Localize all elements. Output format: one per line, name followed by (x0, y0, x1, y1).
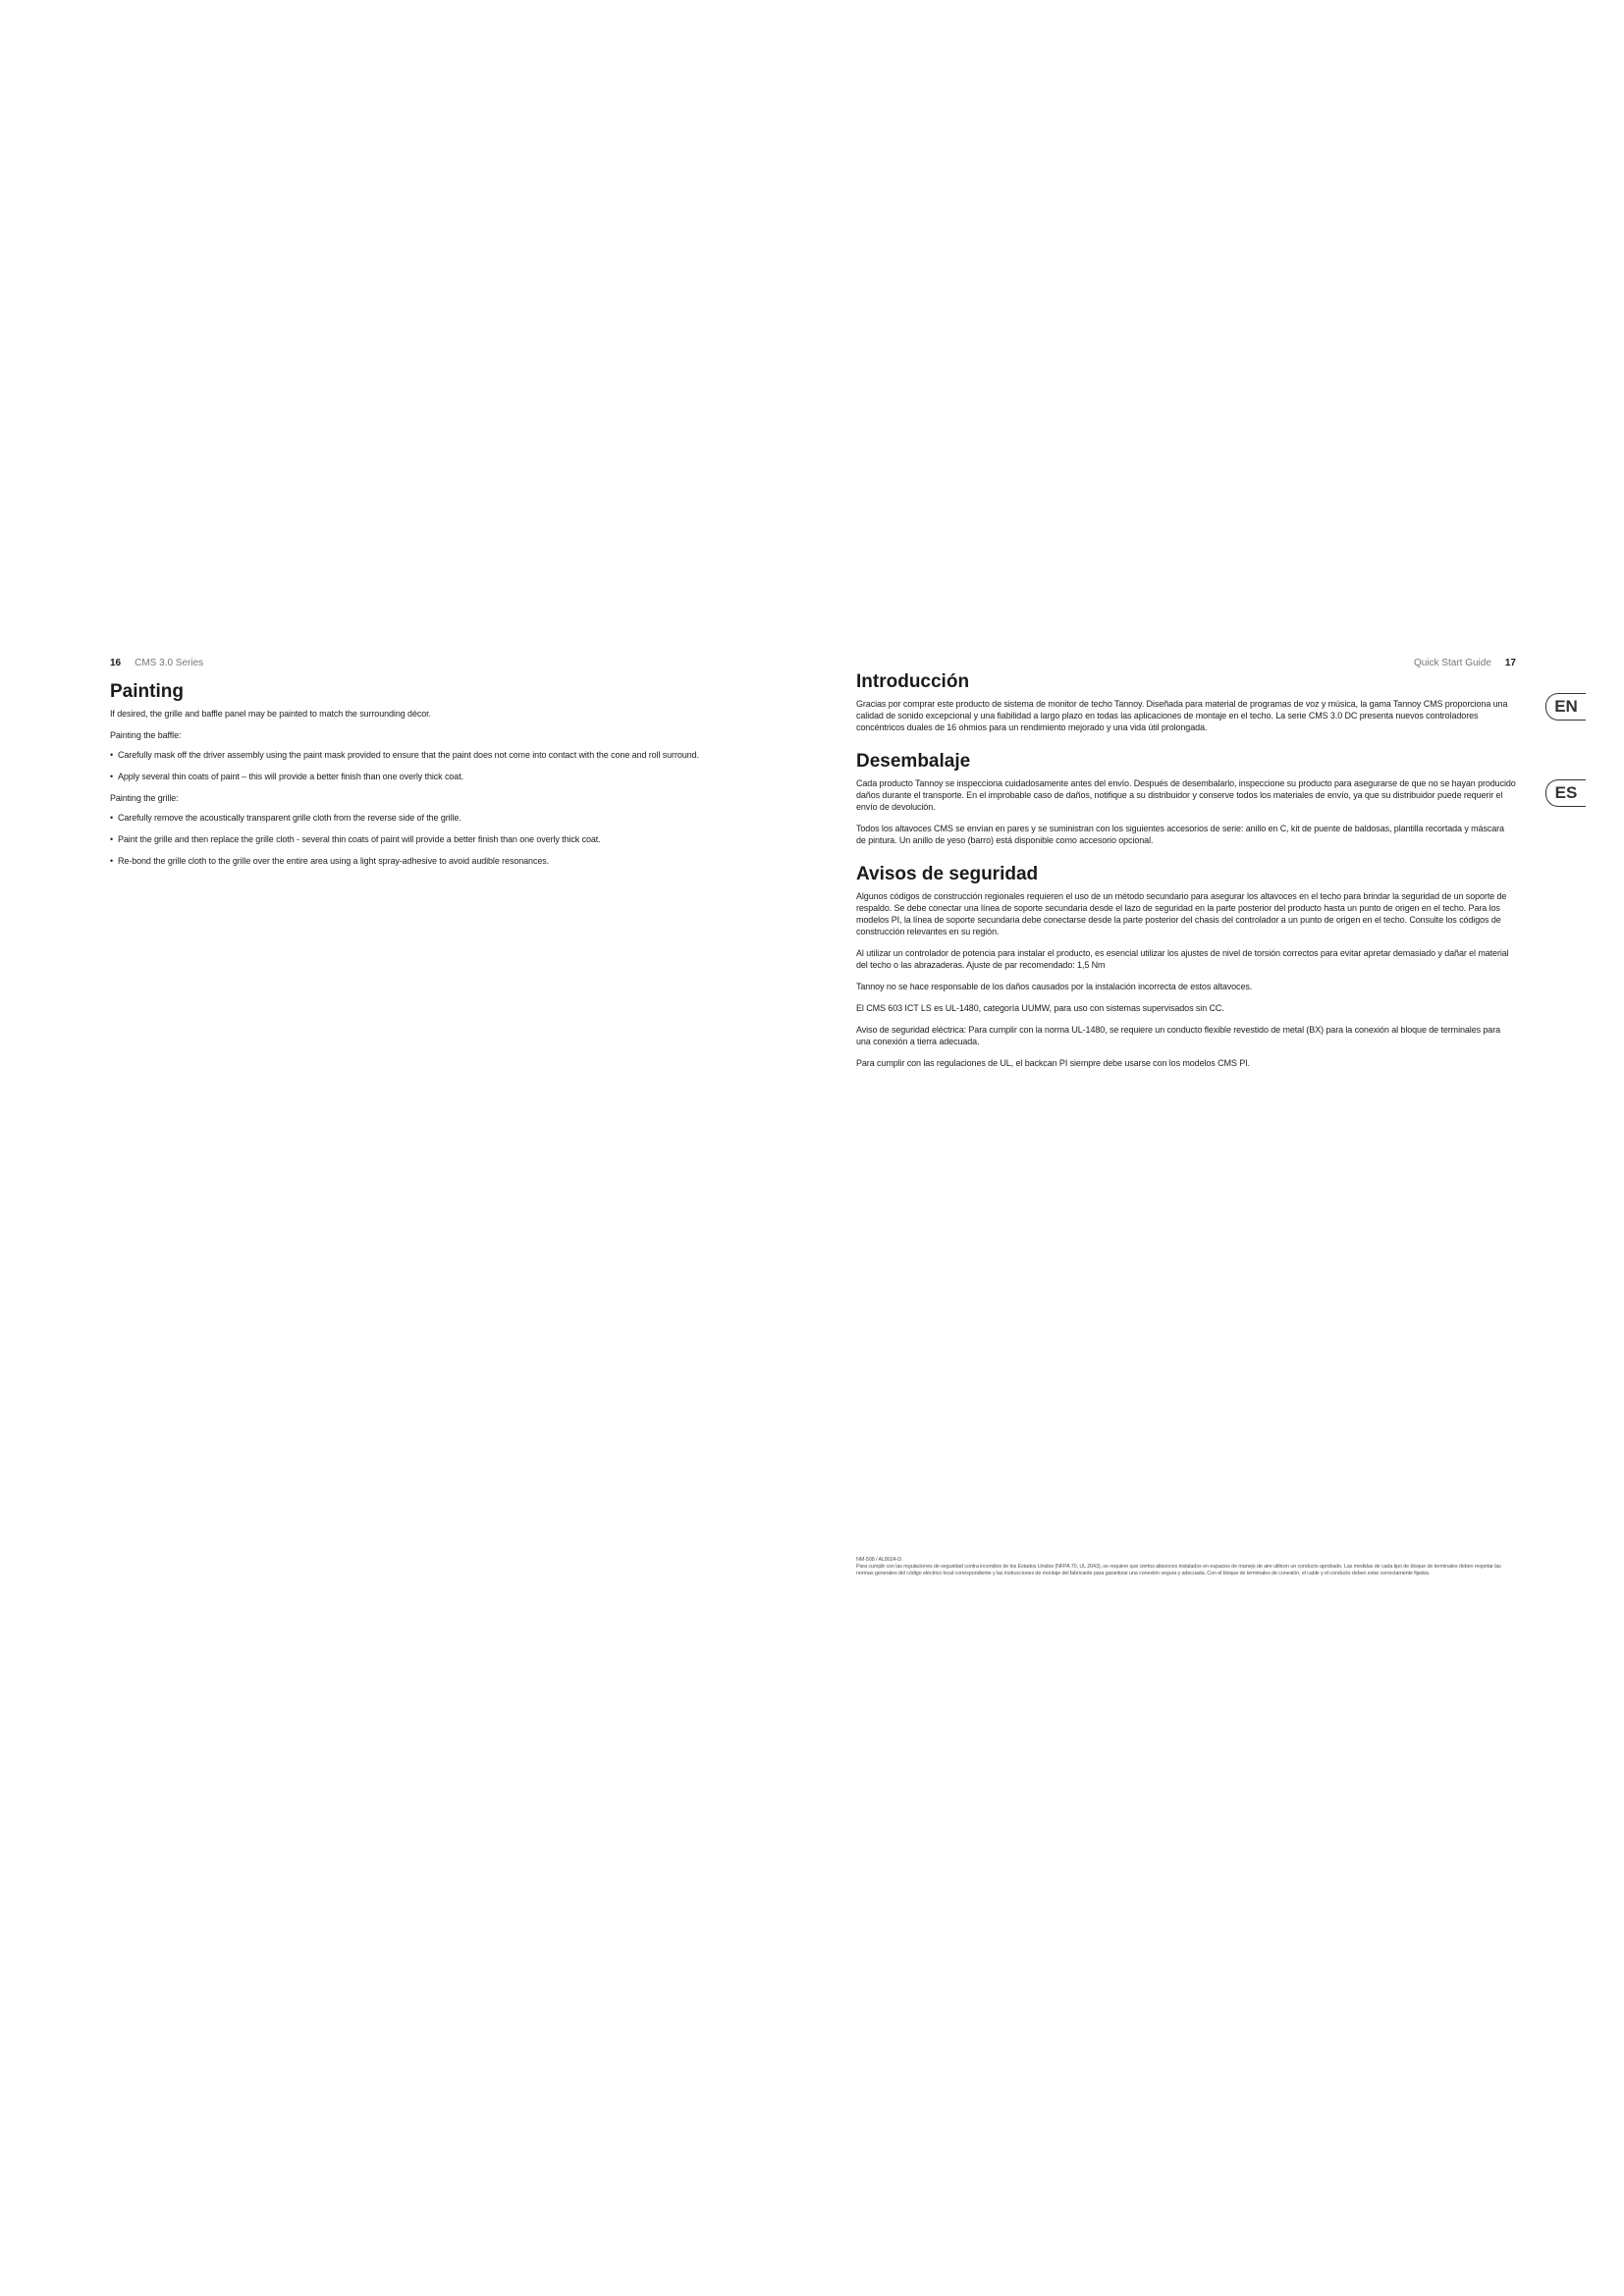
safety-paragraph: Aviso de seguridad eléctrica: Para cumplir con la norma UL-1480, se requiere un conducto flexible revestido de metal (BX) para la conexión al bloque de terminales para una conexión a tierra adecuada. (856, 1025, 1501, 1046)
list-item: • Apply several thin coats of paint – this will provide a better finish than one overly thick coat. (110, 772, 463, 781)
list-item: • Re-bond the grille cloth to the grille over the entire area using a light spray-adhesive to avoid audible resonances. (110, 856, 550, 866)
baffle-list (110, 749, 738, 782)
fineprint-title: NM-508 / AL8024-D (856, 1557, 902, 1563)
grille-list (110, 812, 738, 867)
right-running-title: Quick Start Guide (1413, 658, 1491, 668)
bullet-icon: • (110, 750, 114, 760)
safety-section (856, 864, 1516, 1069)
intro-section (856, 671, 1516, 733)
right-page (856, 656, 1516, 1087)
bullet-icon: • (110, 813, 114, 823)
bullet-icon: • (110, 856, 114, 866)
safety-paragraph: El CMS 603 ICT LS es UL-1480, categoría UUMW, para uso con sistemas supervisados sin CC. (856, 1003, 1224, 1013)
language-tab-es[interactable]: ES (1545, 779, 1586, 807)
safety-heading: Avisos de seguridad (856, 864, 1039, 884)
safety-paragraph: Tannoy no se hace responsable de los daños causados por la instalación incorrecta de estos altavoces. (856, 982, 1253, 991)
safety-paragraph: Para cumplir con las regulaciones de UL, el backcan PI siempre debe usarse con los modelos CMS PI. (856, 1058, 1250, 1068)
unpack-paragraph: Todos los altavoces CMS se envían en pares y se suministran con los siguientes accesorios de serie: anillo en C, kit de puente de baldosas, plantilla recortada y máscara de pintura. Un anillo de yeso (barro) está disponible como accesorio opcional. (856, 824, 1504, 845)
safety-paragraph: Algunos códigos de construcción regionales requieren el uso de un método secundario para asegurar los altavoces en el techo para brindar la seguridad de un soporte de respaldo. Se debe conectar una línea de soporte secundaria desde el lazo de seguridad en la parte posterior del producto hasta un punto de origen en el techo. Para los modelos PI, la línea de soporte secundaria debe conectarse desde la parte posterior del chasis del controlador a un punto de origen en el techo. Consulte los códigos de construcción relevantes en su región. (856, 891, 1507, 936)
list-item: • Carefully remove the acoustically transparent grille cloth from the reverse side of the grille. (110, 813, 461, 823)
painting-heading: Painting (110, 681, 184, 702)
right-page-number: 17 (1504, 658, 1516, 668)
right-running-head (856, 656, 1516, 671)
fineprint-text: Para cumplir con las regulaciones de seguridad contra incendios de los Estados Unidos (NFPA 70, UL 2043), se requiere que ciertos altavoces instalados en espacios de manejo de aire utilicen un conducto aprobado. Las medidas de cada tipo de bloque de terminales deben respetar las normas generales del código eléctrico local correspondiente y las instrucciones de montaje del fabricante para garantizar una conexión segura y adecuada. Con el bloque de terminales de conexión, el cable y el conducto deben estar correctamente fijados. (856, 1564, 1501, 1576)
intro-text: Gracias por comprar este producto de sistema de monitor de techo Tannoy. Diseñada para material de programas de voz y música, la gama Tannoy CMS proporciona una calidad de sonido excepcional y una fiabilidad a largo plazo en todas las aplicaciones de montaje en el techo. La serie CMS 3.0 DC presenta nuevos controladores concéntricos duales de 16 ohmios para un rendimiento mejorado y una vida útil prolongada. (856, 699, 1508, 732)
left-page-number: 16 (110, 658, 122, 668)
unpack-heading: Desembalaje (856, 751, 971, 772)
bullet-icon: • (110, 772, 114, 781)
fineprint-block (856, 1557, 1516, 1577)
list-item: • Carefully mask off the driver assembly using the paint mask provided to ensure that the paint does not come into contact with the cone and roll surround. (110, 750, 699, 760)
intro-heading: Introducción (856, 671, 970, 692)
safety-paragraph: Al utilizar un controlador de potencia para instalar el producto, es esencial utilizar los ajustes de nivel de torsión correctos para evitar apretar demasiado y dañar el material del techo o las abrazaderas. Ajuste de par recomendado: 1,5 Nm (856, 948, 1509, 970)
list-item: • Paint the grille and then replace the grille cloth - several thin coats of paint will provide a better finish than one overly thick coat. (110, 834, 601, 844)
unpack-section (856, 751, 1516, 846)
left-page (110, 656, 738, 877)
unpack-paragraph: Cada producto Tannoy se inspecciona cuidadosamente antes del envío. Después de desembalarlo, inspeccione su producto para asegurarse de que no se hayan producido daños durante el transporte. En el improbable caso de daños, notifique a su distribuidor y conserve todos los materiales de envío, ya que su distribuidor puede requerir el envío de devolución. (856, 778, 1516, 812)
left-running-title: CMS 3.0 Series (135, 658, 204, 668)
painting-intro: If desired, the grille and baffle panel may be painted to match the surrounding décor. (110, 709, 431, 719)
left-running-head (110, 656, 738, 671)
baffle-label: Painting the baffle: (110, 730, 182, 740)
grille-label: Painting the grille: (110, 793, 179, 803)
language-tab-en[interactable]: EN (1545, 693, 1586, 721)
bullet-icon: • (110, 834, 114, 844)
